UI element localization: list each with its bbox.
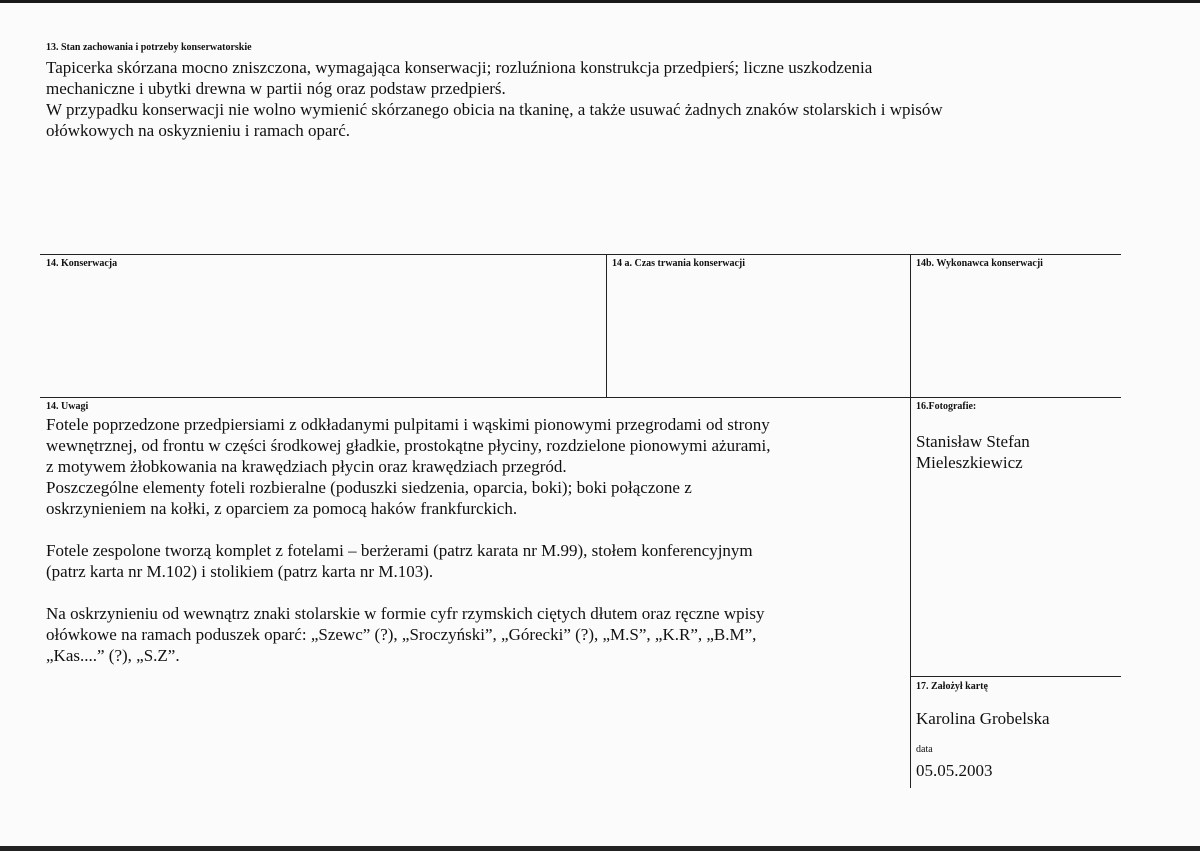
fotografie-author [916,431,1030,473]
zalozyl-karte-label: 17. Założył kartę [916,681,988,692]
section-13-line: mechaniczne i ubytki drewna w partii nóg oraz podstaw przedpierś. [46,79,506,98]
table-top-border [40,254,1121,255]
date-label: data [916,744,933,755]
fotografie-line: Stanisław Stefan [916,432,1030,451]
date-value: 05.05.2003 [916,761,993,780]
fotografie-label: 16.Fotografie: [916,401,977,412]
section-13-line: W przypadku konserwacji nie wolno wymienić skórzanego obicia na tkaninę, a także usuwać żadnych znaków stolarskich i wpisów [46,100,943,119]
author-name: Karolina Grobelska [916,709,1050,728]
czas-trwania-label: 14 a. Czas trwania konserwacji [612,258,746,269]
uwagi-line: Na oskrzynieniu od wewnątrz znaki stolarskie w formie cyfr rzymskich ciętych dłutem oraz ręczne wpisy [46,604,765,623]
uwagi-line: (patrz karta nr M.102) i stolikiem (patrz karta nr M.103). [46,562,434,581]
uwagi-text [46,414,770,666]
uwagi-line: oskrzynieniem na kołki, z oparciem za pomocą haków frankfurckich. [46,499,518,518]
row-divider [40,397,1121,398]
scan-bottom-edge [0,846,1200,851]
wykonawca-label: 14b. Wykonawca konserwacji [916,258,1043,269]
section-13-line: ołówkowych na oskyznieniu i ramach oparć. [46,121,351,140]
uwagi-line: ołówkowe na ramach poduszek oparć: „Szewc” (?), „Sroczyński”, „Górecki” (?), „M.S”, „K.R”, „B.M”, [46,625,757,644]
section-13-line: Tapicerka skórzana mocno zniszczona, wymagająca konserwacji; rozluźniona konstrukcja przedpierś; liczne uszkodzenia [46,58,873,77]
paragraph-gap [46,582,770,603]
uwagi-line: Fotele zespolone tworzą komplet z fotelami – berżerami (patrz karata nr M.99), stołem konferencyjnym [46,541,753,560]
uwagi-line: Poszczególne elementy foteli rozbieralne (poduszki siedzenia, oparcia, boki); boki połączone z [46,478,692,497]
fotografie-divider [910,676,1121,677]
section-13-label: 13. Stan zachowania i potrzeby konserwatorskie [46,42,252,53]
scan-top-edge [0,0,1200,3]
uwagi-line: „Kas....” (?), „S.Z”. [46,646,180,665]
column-divider-2 [910,254,911,788]
column-divider-1 [606,254,607,397]
fotografie-line: Mieleszkiewicz [916,453,1023,472]
section-13-text [46,57,943,141]
paragraph-gap [46,519,770,540]
uwagi-line: wewnętrznej, od frontu w części środkowej gładkie, prostokątne płyciny, rozdzielone pionowymi ażurami, [46,436,771,455]
konserwacja-label: 14. Konserwacja [46,258,118,269]
uwagi-label: 14. Uwagi [46,401,89,412]
uwagi-line: z motywem żłobkowania na krawędziach płycin oraz krawędziach przegród. [46,457,567,476]
uwagi-line: Fotele poprzedzone przedpiersiami z odkładanymi pulpitami i wąskimi pionowymi przegrodami od strony [46,415,770,434]
